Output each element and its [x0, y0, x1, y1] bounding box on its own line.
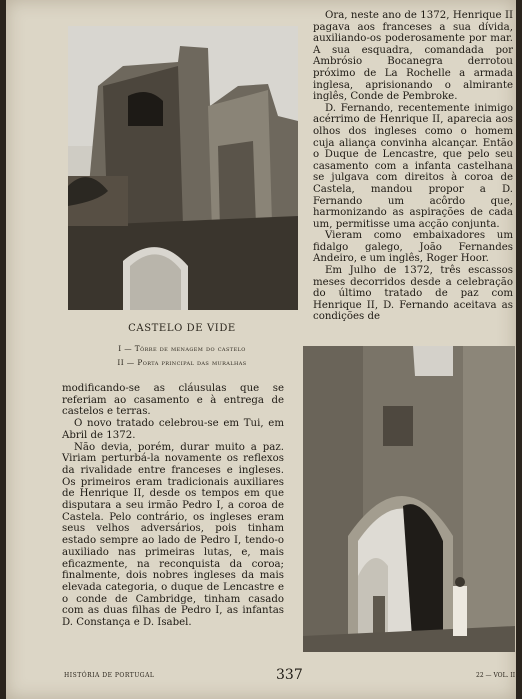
- paragraph: Ora, neste ano de 1372, Henrique II pagava aos franceses a sua dívida, auxiliando-os poderosamente por mar. A sua esquadra, comandada por Ambrósio Bocanegra derrotou próximo de La Rochelle a armada inglesa, aprisionando o almirante inglês, Conde de Pembroke.: [313, 10, 513, 103]
- paragraph: modificando-se as cláusulas que se referiam ao casamento e à entrega de castelos e terras.: [62, 383, 284, 418]
- book-page: [6, 0, 516, 699]
- main-gate-photo: [303, 346, 515, 652]
- paragraph: Vieram como embaixadores um fidalgo galego, João Fernandes Andeiro, e um inglês, Roger Hoor.: [313, 230, 513, 265]
- paragraph: O novo tratado celebrou-se em Tui, em Abril de 1372.: [62, 418, 284, 441]
- right-text-column: [313, 10, 513, 323]
- left-text-column: [62, 383, 284, 629]
- book-title-footer: HISTÓRIA DE PORTUGAL: [64, 672, 155, 679]
- paragraph: Não devia, porém, durar muito a paz. Viriam perturbá-la novamente os reflexos da rivalidade entre franceses e ingleses. Os primeiros eram tradicionais auxiliares de Henrique II, desde os tempos em que disputara a seu irmão Pedro I, a coroa de Castela. Pelo contrário, os ingleses eram seus velhos adversários, pois tinham estado sempre ao lado de Pedro I, tendo-o auxiliado nas primeiras lutas, e, mais eficazmente, na reconquista da coroa; finalmente, dois nobres ingleses da mais elevada categoria, o duque de Lencastre e o conde de Cambridge, tinham casado com as duas filhas de Pedro I, as infantas D. Constança e D. Isabel.: [62, 441, 284, 629]
- paragraph: D. Fernando, recentemente inimigo acérrimo de Henrique II, aparecia aos olhos dos ingleses como o homem cuja aliança convinha alcançar. Então o Duque de Lencastre, que pelo seu casamento com a infanta castelhana se julgava com direitos à coroa de Castela, mandou propor a D. Fernando um acôrdo que, harmonizando as aspirações de cada um, permitisse uma acção conjunta.: [313, 102, 513, 230]
- caption-title: CASTELO DE VIDE: [128, 323, 236, 334]
- paragraph: Em Julho de 1372, três escassos meses decorridos desde a celebração do último tratado de paz com Henrique II, D. Fernando aceitava as condições de: [313, 265, 513, 323]
- castle-keep-photo: [68, 26, 298, 310]
- caption-line-1: I — Tôrre de menagem do castelo: [118, 344, 246, 353]
- volume-footer: 22 — VOL. II: [476, 672, 516, 679]
- photo-caption: [66, 323, 298, 370]
- page-number: 337: [276, 667, 303, 683]
- caption-line-2: II — Porta principal das muralhas: [117, 358, 247, 367]
